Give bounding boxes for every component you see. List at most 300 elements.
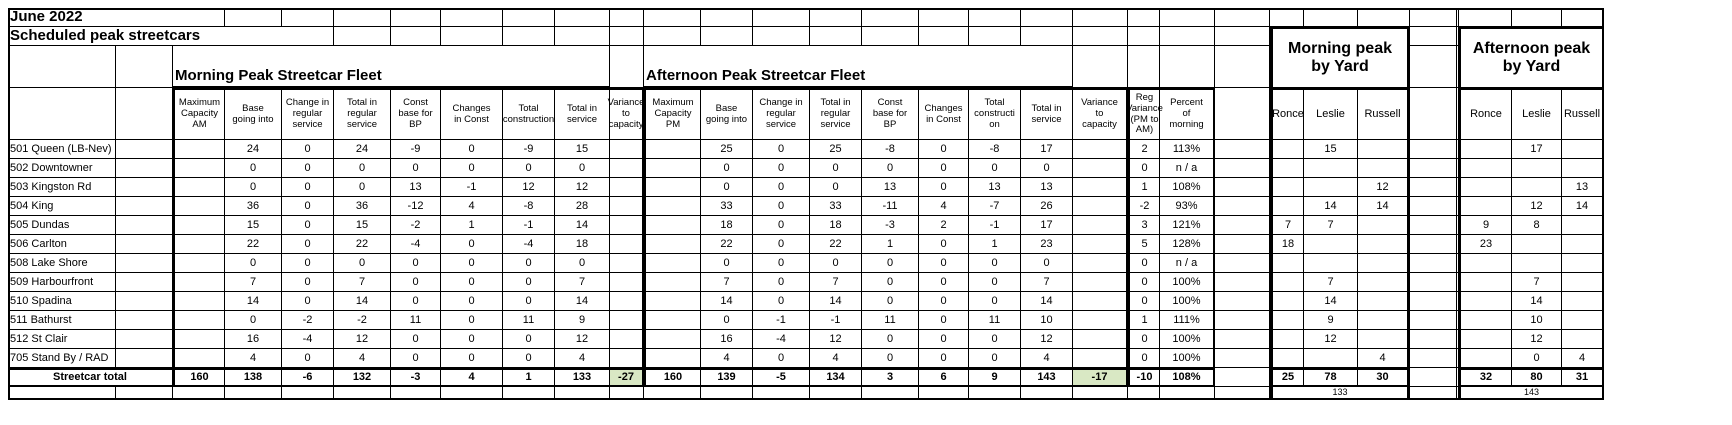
pm-value: 33 (810, 197, 862, 216)
pm-value: 0 (919, 254, 969, 273)
pm-value: 0 (753, 235, 810, 254)
empty-cell (1459, 8, 1512, 27)
empty-cell (116, 254, 173, 273)
am-value: 0 (334, 254, 391, 273)
empty-cell (644, 27, 701, 46)
streetcar-spreadsheet (8, 8, 1726, 418)
variance-am-cell (610, 292, 644, 311)
empty-cell (334, 8, 391, 27)
empty-cell (1457, 159, 1459, 178)
empty-cell (1410, 197, 1457, 216)
am-yard-value (1270, 178, 1304, 197)
base-header-pm: Base going into (701, 88, 753, 140)
am-value: -4 (503, 235, 555, 254)
total-max-capacity-am: 160 (173, 368, 225, 387)
am-value: 0 (503, 292, 555, 311)
report-title: June 2022 (8, 8, 225, 27)
empty-cell (919, 387, 969, 400)
max-capacity-am-cell (173, 273, 225, 292)
am-value: 0 (441, 159, 503, 178)
percent-morning-value: 100% (1160, 330, 1215, 349)
am-value: 0 (391, 254, 441, 273)
am-value: 24 (334, 140, 391, 159)
pm-value: 0 (701, 254, 753, 273)
am-value: 12 (555, 330, 610, 349)
am-value: 7 (225, 273, 282, 292)
empty-cell (1410, 292, 1457, 311)
am-yard-value: 12 (1358, 178, 1410, 197)
pm-value: 14 (701, 292, 753, 311)
pm-value: 0 (969, 159, 1021, 178)
pm-value: -8 (862, 140, 919, 159)
variance-am-cell (610, 140, 644, 159)
report-subtitle: Scheduled peak streetcars (8, 27, 334, 46)
total-am-yard-value: 78 (1304, 368, 1358, 387)
route-name: 705 Stand By / RAD (8, 349, 116, 368)
pm-yard-value (1562, 292, 1604, 311)
pm-value: -8 (969, 140, 1021, 159)
am-yard-value (1304, 178, 1358, 197)
am-value: 14 (334, 292, 391, 311)
total-pm-value: 6 (919, 368, 969, 387)
pm-yard-value (1512, 235, 1562, 254)
empty-cell (1215, 254, 1270, 273)
pm-value: -4 (753, 330, 810, 349)
const-base-header-am: Const base for BP (391, 88, 441, 140)
pm-yard-value (1562, 235, 1604, 254)
pm-value: 0 (810, 178, 862, 197)
empty-cell (1410, 330, 1457, 349)
am-value: 0 (282, 178, 334, 197)
pm-value: 11 (969, 311, 1021, 330)
percent-morning-value: 93% (1160, 197, 1215, 216)
empty-cell (173, 387, 225, 400)
empty-cell (1128, 27, 1160, 46)
empty-cell (1215, 159, 1270, 178)
pm-value: 0 (919, 159, 969, 178)
total-pm-value: 9 (969, 368, 1021, 387)
reg-variance-value: -2 (1128, 197, 1160, 216)
pm-value: 0 (810, 159, 862, 178)
pm-value: 7 (1021, 273, 1073, 292)
empty-cell (1021, 8, 1073, 27)
empty-cell (334, 27, 391, 46)
pm-value: -7 (969, 197, 1021, 216)
empty-cell (503, 27, 555, 46)
empty-cell (1410, 254, 1457, 273)
pm-yard-value: 14 (1562, 197, 1604, 216)
total-pm-value: 134 (810, 368, 862, 387)
pm-value: 0 (862, 349, 919, 368)
reg-variance-value: 0 (1128, 349, 1160, 368)
empty-cell (1215, 197, 1270, 216)
pm-value: 14 (1021, 292, 1073, 311)
total-am-value: -3 (391, 368, 441, 387)
empty-cell (225, 8, 282, 27)
total-am-value: 133 (555, 368, 610, 387)
am-value: 0 (282, 140, 334, 159)
am-value: 0 (503, 273, 555, 292)
empty-cell (8, 88, 116, 140)
empty-cell (1304, 8, 1358, 27)
percent-morning-value: 121% (1160, 216, 1215, 235)
pm-value: 22 (701, 235, 753, 254)
am-value: 22 (225, 235, 282, 254)
pm-value: 1 (862, 235, 919, 254)
pm-value: 0 (919, 235, 969, 254)
empty-cell (919, 8, 969, 27)
max-capacity-pm-cell (644, 159, 701, 178)
pm-value: 0 (753, 254, 810, 273)
am-value: -1 (441, 178, 503, 197)
am-value: 4 (334, 349, 391, 368)
am-yard-value (1304, 254, 1358, 273)
empty-cell (1410, 387, 1457, 400)
route-name: 509 Harbourfront (8, 273, 116, 292)
variance-pm-cell (1073, 292, 1128, 311)
pm-value: 2 (919, 216, 969, 235)
route-name: 503 Kingston Rd (8, 178, 116, 197)
total-am-value: 138 (225, 368, 282, 387)
am-value: 18 (555, 235, 610, 254)
empty-cell (1215, 273, 1270, 292)
change-regular-header-am: Change in regular service (282, 88, 334, 140)
empty-cell (1512, 8, 1562, 27)
pm-value: -1 (753, 311, 810, 330)
am-value: 11 (503, 311, 555, 330)
am-value: 0 (334, 159, 391, 178)
pm-value: -11 (862, 197, 919, 216)
pm-value: 25 (810, 140, 862, 159)
pm-yard-value: 23 (1459, 235, 1512, 254)
route-name: 508 Lake Shore (8, 254, 116, 273)
max-capacity-am-cell (173, 254, 225, 273)
total-pm-yard-value: 31 (1562, 368, 1604, 387)
empty-cell (1562, 8, 1604, 27)
reg-variance-value: 1 (1128, 311, 1160, 330)
am-value: -8 (503, 197, 555, 216)
variance-header-pm: Variance to capacity (1073, 88, 1128, 140)
empty-cell (1215, 8, 1270, 27)
empty-cell (1073, 387, 1128, 400)
pm-value: 17 (1021, 140, 1073, 159)
pm-yard-value: 9 (1459, 216, 1512, 235)
pm-yard-value (1562, 330, 1604, 349)
variance-am-cell (610, 254, 644, 273)
am-value: 22 (334, 235, 391, 254)
pm-value: 4 (1021, 349, 1073, 368)
am-value: 14 (225, 292, 282, 311)
const-base-header-pm: Const base for BP (862, 88, 919, 140)
empty-cell (1215, 311, 1270, 330)
empty-cell (116, 235, 173, 254)
total-service-header-am: Total in service (555, 88, 610, 140)
percent-morning-header: Percent of morning (1160, 88, 1215, 140)
pm-yard-value (1562, 273, 1604, 292)
variance-am-cell (610, 273, 644, 292)
variance-am-cell (610, 349, 644, 368)
reg-variance-value: 0 (1128, 273, 1160, 292)
empty-cell (862, 27, 919, 46)
empty-cell (1215, 178, 1270, 197)
pm-yard-value (1459, 273, 1512, 292)
total-pm-yard-value: 80 (1512, 368, 1562, 387)
empty-cell (1457, 368, 1459, 387)
pm-value: 0 (810, 254, 862, 273)
pm-value: 0 (919, 311, 969, 330)
max-capacity-am-cell (173, 159, 225, 178)
pm-value: 0 (753, 178, 810, 197)
pm-value: 0 (1021, 159, 1073, 178)
total-am-value: 4 (441, 368, 503, 387)
pm-value: 0 (919, 349, 969, 368)
pm-value: 0 (919, 273, 969, 292)
total-service-header-pm: Total in service (1021, 88, 1073, 140)
pm-yard-value: 7 (1512, 273, 1562, 292)
empty-cell (969, 8, 1021, 27)
total-am-yard-value: 25 (1270, 368, 1304, 387)
variance-am-cell (610, 178, 644, 197)
empty-cell (555, 27, 610, 46)
am-yard-value (1270, 311, 1304, 330)
pm-yard-value (1512, 178, 1562, 197)
empty-cell (334, 387, 391, 400)
pm-yard-value (1459, 197, 1512, 216)
max-capacity-pm-cell (644, 216, 701, 235)
am-value: 11 (391, 311, 441, 330)
empty-cell (1215, 235, 1270, 254)
route-name: 512 St Clair (8, 330, 116, 349)
empty-cell (1128, 8, 1160, 27)
reg-variance-header: Reg Variance (PM to AM) (1128, 88, 1160, 140)
empty-cell (969, 27, 1021, 46)
am-value: 0 (282, 197, 334, 216)
pm-yard-value (1459, 311, 1512, 330)
pm-value: 33 (701, 197, 753, 216)
empty-cell (1410, 140, 1457, 159)
am-value: 12 (334, 330, 391, 349)
total-construction-header-am: Total construction (503, 88, 555, 140)
am-yard-value (1270, 273, 1304, 292)
pm-value: 18 (701, 216, 753, 235)
pm-yard-value: 12 (1512, 330, 1562, 349)
am-yard-value (1304, 349, 1358, 368)
pm-value: 0 (919, 330, 969, 349)
empty-cell (503, 387, 555, 400)
pm-value: 0 (753, 159, 810, 178)
am-yard-value (1358, 292, 1410, 311)
empty-cell (1457, 88, 1459, 140)
empty-cell (753, 387, 810, 400)
am-value: 15 (225, 216, 282, 235)
pm-value: 0 (969, 292, 1021, 311)
empty-cell (116, 292, 173, 311)
pm-yard-value (1512, 159, 1562, 178)
empty-cell (753, 8, 810, 27)
variance-pm-cell (1073, 216, 1128, 235)
empty-cell (1215, 330, 1270, 349)
empty-cell (116, 140, 173, 159)
am-value: -2 (334, 311, 391, 330)
variance-pm-cell (1073, 273, 1128, 292)
empty-cell (610, 27, 644, 46)
total-pm-value: -5 (753, 368, 810, 387)
pm-yard-value (1459, 330, 1512, 349)
pm-yard-ronce-header: Ronce (1459, 88, 1512, 140)
empty-cell (1073, 46, 1128, 88)
empty-cell (1160, 387, 1215, 400)
am-yard-value: 15 (1304, 140, 1358, 159)
max-capacity-am-cell (173, 311, 225, 330)
am-yard-value: 7 (1270, 216, 1304, 235)
percent-morning-value: n / a (1160, 254, 1215, 273)
route-name: 510 Spadina (8, 292, 116, 311)
percent-morning-value: n / a (1160, 159, 1215, 178)
empty-cell (1128, 387, 1160, 400)
empty-cell (116, 46, 173, 88)
empty-cell (116, 178, 173, 197)
variance-pm-cell (1073, 311, 1128, 330)
total-label: Streetcar total (8, 368, 173, 387)
max-capacity-pm-cell (644, 292, 701, 311)
pm-value: 0 (753, 349, 810, 368)
empty-cell (644, 387, 701, 400)
pm-fleet-heading: Afternoon Peak Streetcar Fleet (644, 46, 1073, 88)
am-yard-value (1270, 254, 1304, 273)
empty-cell (116, 311, 173, 330)
empty-cell (1457, 197, 1459, 216)
am-value: -9 (503, 140, 555, 159)
variance-am-cell (610, 235, 644, 254)
empty-cell (701, 27, 753, 46)
empty-cell (1410, 235, 1457, 254)
pm-yard-leslie-header: Leslie (1512, 88, 1562, 140)
pm-value: 13 (969, 178, 1021, 197)
max-capacity-am-cell (173, 349, 225, 368)
percent-morning-value: 128% (1160, 235, 1215, 254)
reg-variance-value: 3 (1128, 216, 1160, 235)
pm-value: 0 (919, 140, 969, 159)
am-value: 0 (441, 330, 503, 349)
empty-cell (1410, 46, 1457, 88)
empty-cell (1073, 27, 1128, 46)
am-value: 28 (555, 197, 610, 216)
total-am-yard-value: 30 (1358, 368, 1410, 387)
total-pm-value: 143 (1021, 368, 1073, 387)
empty-cell (1215, 349, 1270, 368)
am-yard-value: 4 (1358, 349, 1410, 368)
total-max-capacity-pm: 160 (644, 368, 701, 387)
variance-pm-cell (1073, 178, 1128, 197)
empty-cell (1215, 216, 1270, 235)
am-yard-ronce-header: Ronce (1270, 88, 1304, 140)
pm-value: 0 (753, 140, 810, 159)
pm-value: 0 (969, 254, 1021, 273)
am-value: 1 (441, 216, 503, 235)
pm-yard-value (1562, 159, 1604, 178)
am-value: 0 (391, 349, 441, 368)
empty-cell (116, 88, 173, 140)
am-yard-value: 9 (1304, 311, 1358, 330)
empty-cell (1410, 27, 1457, 46)
empty-cell (1457, 273, 1459, 292)
empty-cell (810, 387, 862, 400)
am-yard-value (1358, 311, 1410, 330)
reg-variance-value: 1 (1128, 178, 1160, 197)
am-fleet-heading: Morning Peak Streetcar Fleet (173, 46, 610, 88)
am-value: 0 (282, 235, 334, 254)
am-value: -4 (391, 235, 441, 254)
base-header-am: Base going into (225, 88, 282, 140)
variance-header-am: Variance to capacity (610, 88, 644, 140)
pm-value: 26 (1021, 197, 1073, 216)
max-capacity-pm-cell (644, 311, 701, 330)
total-variance-am: -27 (610, 368, 644, 387)
empty-cell (1410, 311, 1457, 330)
am-value: -2 (391, 216, 441, 235)
empty-cell (1457, 216, 1459, 235)
pm-value: 12 (1021, 330, 1073, 349)
pm-value: 11 (862, 311, 919, 330)
total-pm-value: 3 (862, 368, 919, 387)
am-yard-value (1358, 216, 1410, 235)
variance-pm-cell (1073, 254, 1128, 273)
empty-cell (116, 159, 173, 178)
reg-variance-value: 5 (1128, 235, 1160, 254)
empty-cell (116, 216, 173, 235)
pm-value: -1 (969, 216, 1021, 235)
empty-cell (1410, 8, 1457, 27)
pm-value: 0 (753, 292, 810, 311)
pm-value: 4 (919, 197, 969, 216)
empty-cell (441, 8, 503, 27)
reg-variance-value: 0 (1128, 254, 1160, 273)
empty-cell (701, 8, 753, 27)
pm-value: 0 (862, 292, 919, 311)
variance-pm-cell (1073, 235, 1128, 254)
variance-pm-cell (1073, 330, 1128, 349)
am-yard-value (1304, 159, 1358, 178)
pm-value: 12 (810, 330, 862, 349)
am-yard-value: 14 (1304, 292, 1358, 311)
empty-cell (503, 8, 555, 27)
changes-const-header-am: Changes in Const (441, 88, 503, 140)
route-name: 505 Dundas (8, 216, 116, 235)
empty-cell (1215, 140, 1270, 159)
pm-value: 7 (701, 273, 753, 292)
am-value: 4 (441, 197, 503, 216)
total-am-value: 1 (503, 368, 555, 387)
pm-value: 0 (969, 273, 1021, 292)
empty-cell (969, 387, 1021, 400)
max-capacity-pm-cell (644, 273, 701, 292)
empty-cell (1457, 349, 1459, 368)
am-value: 9 (555, 311, 610, 330)
total-regular-header-pm: Total in regular service (810, 88, 862, 140)
am-value: 4 (555, 349, 610, 368)
empty-cell (1457, 254, 1459, 273)
empty-cell (282, 8, 334, 27)
empty-cell (701, 387, 753, 400)
am-value: 0 (441, 140, 503, 159)
am-yard-value: 18 (1270, 235, 1304, 254)
pm-value: 16 (701, 330, 753, 349)
empty-cell (441, 27, 503, 46)
pm-value: 0 (919, 292, 969, 311)
am-yard-value (1358, 330, 1410, 349)
variance-am-cell (610, 216, 644, 235)
am-value: -2 (282, 311, 334, 330)
